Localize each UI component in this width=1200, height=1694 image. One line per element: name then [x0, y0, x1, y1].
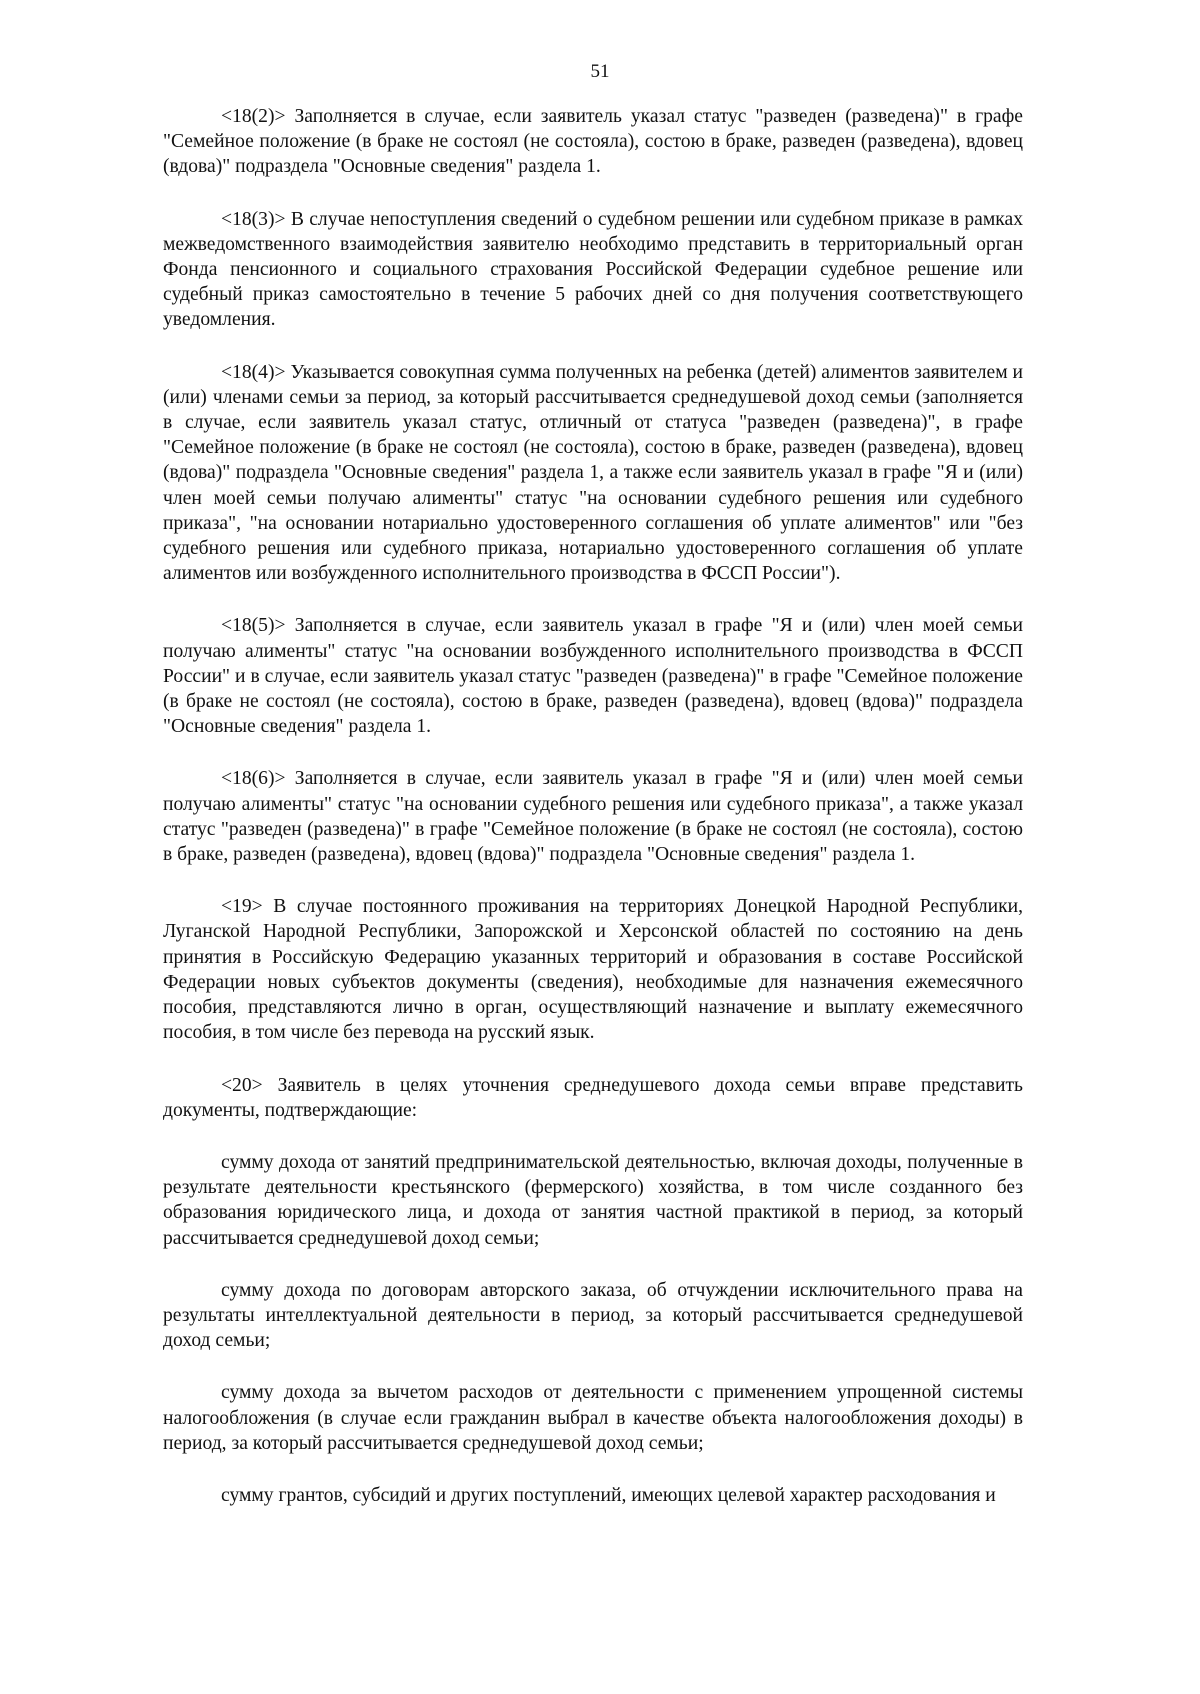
list-item-simplified-tax-income: сумму дохода за вычетом расходов от деятельности с применением упрощенной системы налогообложения (в случае если гражданин выбрал в качестве объекта налогообложения доходы) в период, за который рассчитывается среднедушевой доход семьи; — [163, 1382, 1023, 1454]
paragraph-note-18-4: <18(4)> Указывается совокупная сумма полученных на ребенка (детей) алиментов заявителем и (или) членами семьи за период, за который рассчитывается среднедушевой доход семьи (заполняется в случае, если заявитель указал статус, отличный от статуса "разведен (разведена)", в графе "Семейное положение (в браке не состоял (не состояла), состою в браке, разведен (разведена), вдовец (вдова)" подраздела "Основные сведения" раздела 1, а также если заявитель указал в графе "Я и (или) член моей семьи получаю алименты" статус "на основании судебного решения или судебного приказа", "на основании нотариально удостоверенного соглашения об уплате алиментов" или "без судебного решения или судебного приказа, нотариально удостоверенного соглашения об уплате алиментов или возбужденного исполнительного производства в ФССП России"). — [163, 361, 1023, 585]
paragraph-note-18-3: <18(3)> В случае непоступления сведений о судебном решении или судебном приказе в рамках межведомственного взаимодействия заявителю необходимо представить в территориальный орган Фонда пенсионного и социального страхования Российской Федерации судебное решение или судебный приказ самостоятельно в течение 5 рабочих дней со дня получения соответствующего уведомления. — [163, 208, 1023, 331]
document-body — [163, 104, 1023, 1508]
paragraph-note-18-5: <18(5)> Заполняется в случае, если заявитель указал в графе "Я и (или) член моей семьи получаю алименты" статус "на основании возбужденного исполнительного производства в ФССП России" и в случае, если заявитель указал статус "разведен (разведена)" в графе "Семейное положение (в браке не состоял (не состояла), состою в браке, разведен (разведена), вдовец (вдова)" подраздела "Основные сведения" раздела 1. — [163, 615, 1023, 738]
paragraph-note-18-6: <18(6)> Заполняется в случае, если заявитель указал в графе "Я и (или) член моей семьи получаю алименты" статус "на основании судебного решения или судебного приказа", а также указал статус "разведен (разведена)" в графе "Семейное положение (в браке не состоял (не состояла), состою в браке, разведен (разведена), вдовец (вдова)" подраздела "Основные сведения" раздела 1. — [163, 768, 1023, 866]
list-item-grants-subsidies: сумму грантов, субсидий и других поступлений, имеющих целевой характер расходования и — [221, 1484, 996, 1506]
list-item-entrepreneur-income: сумму дохода от занятий предпринимательской деятельностью, включая доходы, полученные в результате деятельности крестьянского (фермерского) хозяйства, в том числе созданного без образования юридического лица, и дохода от занятия частной практикой в период, за который рассчитывается среднедушевой доход семьи; — [163, 1151, 1023, 1249]
list-item-copyright-income: сумму дохода по договорам авторского заказа, об отчуждении исключительного права на результаты интеллектуальной деятельности в период, за который рассчитывается среднедушевой доход семьи; — [163, 1279, 1023, 1352]
paragraph-note-18-2: <18(2)> Заполняется в случае, если заявитель указал статус "разведен (разведена)" в графе "Семейное положение (в браке не состоял (не состояла), состою в браке, разведен (разведена), вдовец (вдова)" подраздела "Основные сведения" раздела 1. — [163, 106, 1023, 178]
page-number: 51 — [590, 61, 610, 82]
paragraph-note-19: <19> В случае постоянного проживания на территориях Донецкой Народной Республики, Луганской Народной Республики, Запорожской и Херсонской областей по состоянию на день принятия в Российскую Федерацию указанных территорий и образования в составе Российской Федерации новых субъектов документы (сведения), необходимые для назначения ежемесячного пособия, представляются лично в орган, осуществляющий назначение и выплату ежемесячного пособия, в том числе без перевода на русский язык. — [163, 896, 1023, 1044]
paragraph-note-20: <20> Заявитель в целях уточнения среднедушевого дохода семьи вправе представить документы, подтверждающие: — [163, 1074, 1023, 1121]
